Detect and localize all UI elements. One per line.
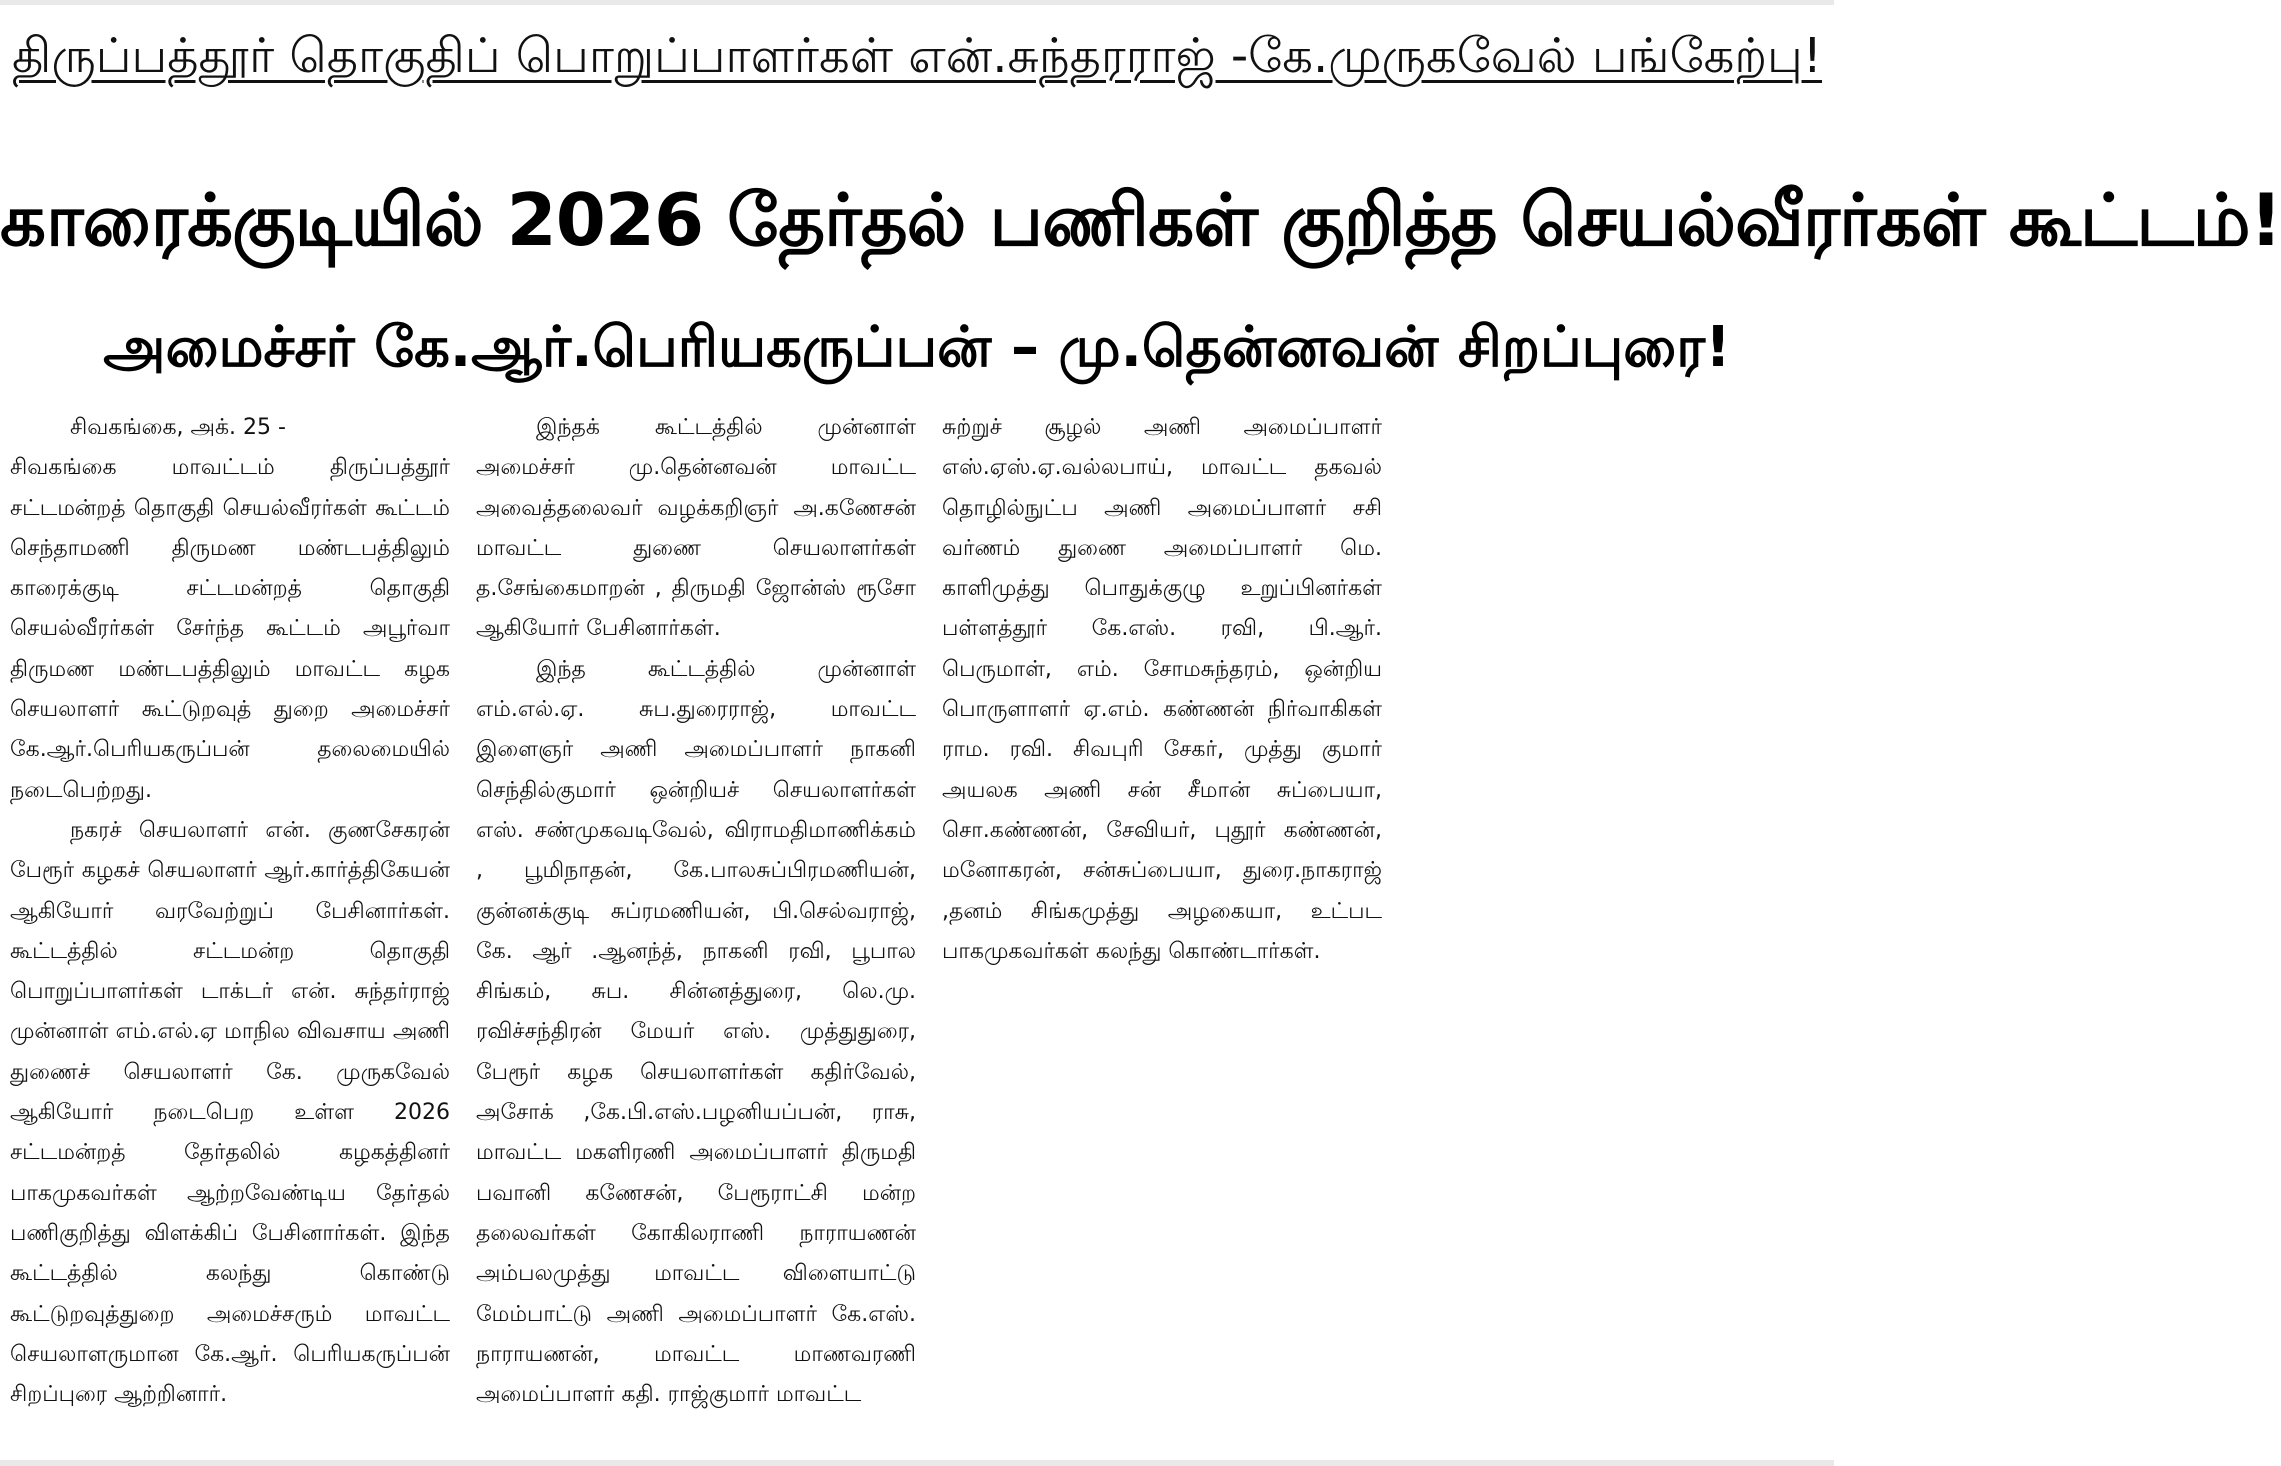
column-2 bbox=[476, 408, 916, 1452]
column-4 bbox=[1408, 408, 1830, 1452]
paragraph-attendees: இந்த கூட்டத்தில் முன்னாள் எம்.எல்.ஏ. சுப.துரைராஜ், மாவட்ட இளைஞர் அணி அமைப்பாளர் நாகனி செந்தில்குமார் ஒன்றியச் செயலாளர்கள் எஸ். சண்முகவடிவேல், விராமதிமாணிக்கம் , பூமிநாதன், கே.பாலசுப்பிரமணியன், குன்னக்குடி சுப்ரமணியன், பி.செல்வராஜ், கே. ஆர் .ஆனந்த், நாகனி ரவி, பூபால சிங்கம், சுப. சின்னத்துரை, லெ.மு. ரவிச்சந்திரன் மேயர் எஸ். முத்துதுரை, பேரூர் கழக செயலாளர்கள் கதிர்வேல், அசோக் ,கே.பி.எஸ்.பழனியப்பன், ராசு, மாவட்ட மகளிரணி அமைப்பாளர் திருமதி பவானி கணேசன், பேரூராட்சி மன்ற தலைவர்கள் கோகிலராணி நாராயணன் அம்பலமுத்து மாவட்ட விளையாட்டு மேம்பாட்டு அணி அமைப்பாளர் கே.எஸ். நாராயணன், மாவட்ட மாணவரணி அமைப்பாளர் கதி. ராஜ்குமார் மாவட்ட bbox=[476, 656, 916, 1408]
sub-headline: அமைச்சர் கே.ஆர்.பெரியகருப்பன் – மு.தென்னவன் சிறப்புரை! bbox=[103, 315, 1731, 380]
paragraph-welcome: நகரச் செயலாளர் என். குணசேகரன் பேரூர் கழகச் செயலாளர் ஆர்.கார்த்திகேயன் ஆகியோர் வரவேற்றுப் பேசினார்கள். கூட்டத்தில் சட்டமன்ற தொகுதி பொறுப்பாளர்கள் டாக்டர் என். சுந்தர்ராஜ் முன்னாள் எம்.எல்.ஏ மாநில விவசாய அணி துணைச் செயலாளர் கே. முருகவேல் ஆகியோர் நடைபெற உள்ள 2026 சட்டமன்றத் தேர்தலில் கழகத்தினர் பாகமுகவர்கள் ஆற்றவேண்டிய தேர்தல் பணிகுறித்து விளக்கிப் பேசினார்கள். இந்த கூட்டத்தில் கலந்து கொண்டு கூட்டுறவுத்துறை அமைச்சரும் மாவட்ட செயலாளருமான கே.ஆர். பெரியகருப்பன் சிறப்புரை ஆற்றினார். bbox=[10, 817, 450, 1408]
top-edge-strip bbox=[0, 0, 1834, 5]
paragraph-intro: சிவகங்கை மாவட்டம் திருப்பத்தூர் சட்டமன்றத் தொகுதி செயல்வீரர்கள் கூட்டம் செந்தாமணி திருமண மண்டபத்திலும் காரைக்குடி சட்டமன்றத் தொகுதி செயல்வீரர்கள் சேர்ந்த கூட்டம் அபூர்வா திருமண மண்டபத்திலும் மாவட்ட கழக செயலாளர் கூட்டுறவுத் துறை அமைச்சர் கே.ஆர்.பெரியகருப்பன் தலைமையில் நடைபெற்றது. bbox=[10, 455, 450, 803]
column-1 bbox=[10, 408, 450, 1452]
kicker-headline: திருப்பத்தூர் தொகுதிப் பொறுப்பாளர்கள் என்.சுந்தரராஜ் -கே.முருகவேல் பங்கேற்பு! bbox=[11, 28, 1822, 84]
column-3 bbox=[942, 408, 1382, 1452]
paragraph-speakers: இந்தக் கூட்டத்தில் முன்னாள் அமைச்சர் மு.தென்னவன் மாவட்ட அவைத்தலைவர் வழக்கறிஞர் அ.கணேசன் மாவட்ட துணை செயலாளர்கள் த.சேங்கைமாறன் , திருமதி ஜோன்ஸ் ரூசோ ஆகியோர் பேசினார்கள். bbox=[476, 415, 916, 642]
paragraph-attendees-cont: சுற்றுச் சூழல் அணி அமைப்பாளர் எஸ்.ஏஸ்.ஏ.வல்லபாய், மாவட்ட தகவல் தொழில்நுட்ப அணி அமைப்பாளர் சசி வர்ணம் துணை அமைப்பாளர் மெ. காளிமுத்து பொதுக்குழு உறுப்பினர்கள் பள்ளத்தூர் கே.எஸ். ரவி, பி.ஆர். பெருமாள், எம். சோமசுந்தரம், ஒன்றிய பொருளாளர் ஏ.எம். கண்ணன் நிர்வாகிகள் ராம. ரவி. சிவபுரி சேகர், முத்து குமார் அயலக அணி சன் சீமான் சுப்பையா, சொ.கண்ணன், சேவியர், புதூர் கண்ணன், மனோகரன், சன்சுப்பையா, துரை.நாகராஜ் ,தனம் சிங்கமுத்து அழகையா, உட்பட பாகமுகவர்கள் கலந்து கொண்டார்கள். bbox=[942, 415, 1382, 964]
bottom-edge-strip bbox=[0, 1460, 1834, 1466]
main-headline: காரைக்குடியில் 2026 தேர்தல் பணிகள் குறித்த செயல்வீரர்கள் கூட்டம்! bbox=[0, 178, 2281, 262]
article-body bbox=[10, 408, 1830, 1452]
dateline: சிவகங்கை, அக். 25 - bbox=[70, 415, 286, 440]
